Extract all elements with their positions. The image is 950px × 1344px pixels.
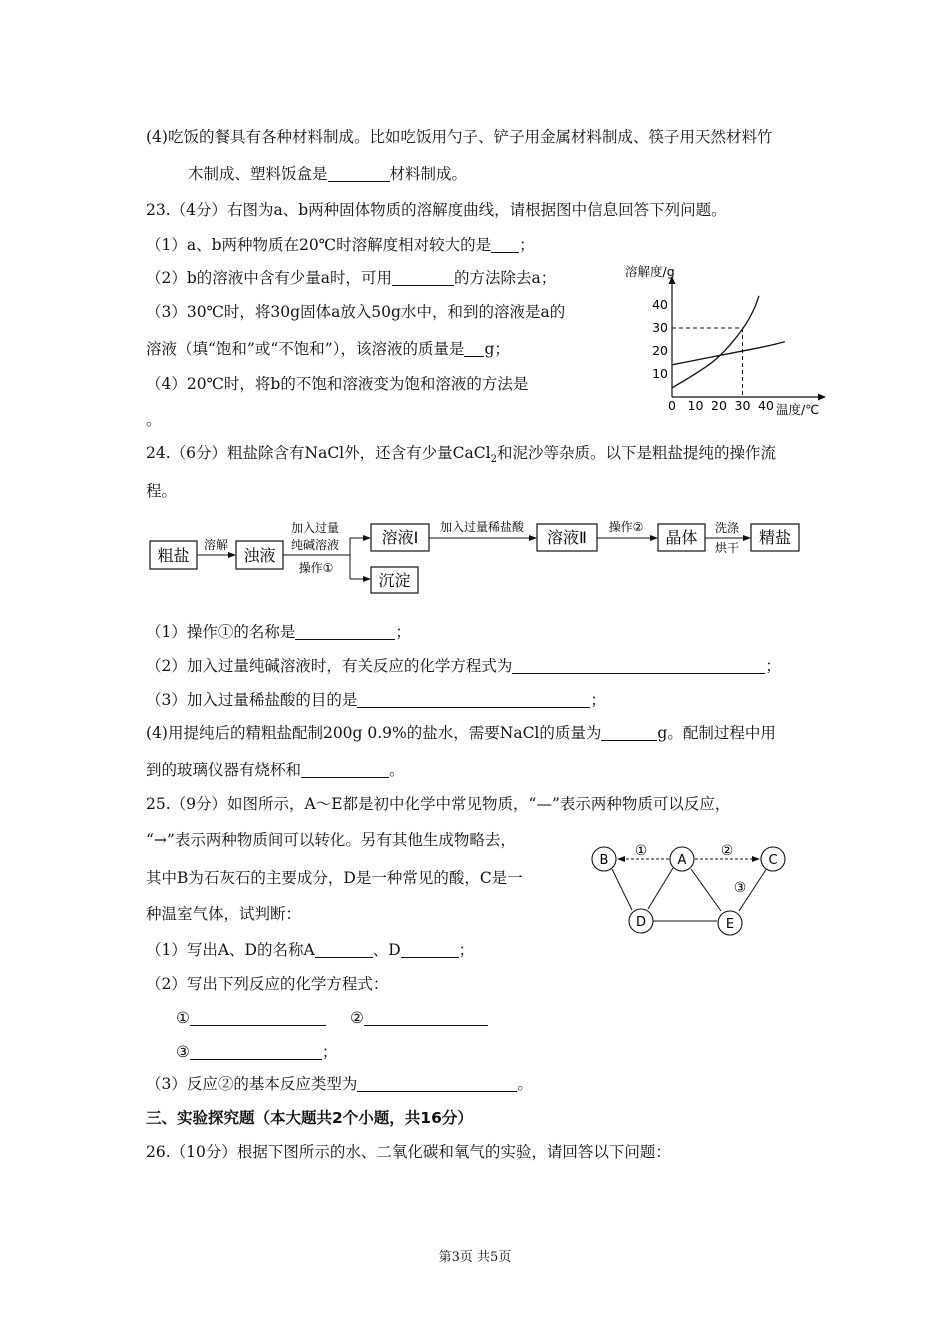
answer-blank[interactable] (357, 691, 590, 708)
svg-text:B: B (599, 853, 609, 868)
q25-p2: （2）写出下列反应的化学方程式： (146, 975, 389, 993)
svg-text:粗盐: 粗盐 (157, 546, 190, 565)
answer-blank[interactable] (512, 657, 765, 674)
svg-text:洗涤: 洗涤 (714, 521, 740, 535)
svg-text:C: C (768, 853, 778, 868)
q25-eq1: ① (176, 1008, 326, 1028)
svg-text:操作①: 操作① (298, 561, 334, 575)
q25-p1: （1）写出A、D的名称A 、D ； (146, 941, 475, 959)
answer-blank[interactable] (315, 941, 373, 958)
answer-blank[interactable] (491, 236, 519, 253)
q24-p2: （2）加入过量纯碱溶液时，有关反应的化学方程式为 ； (146, 657, 781, 675)
svg-text:A: A (677, 853, 687, 868)
x-tick-labels (668, 398, 774, 413)
q26-stem: 26.（10分）根据下图所示的水、二氧化碳和氧气的实验，请回答以下问题： (146, 1143, 671, 1161)
q23-stem: 23.（4分）右图为a、b两种固体物质的溶解度曲线，请根据图中信息回答下列问题。 (146, 201, 727, 219)
x-tick-label: 10 (687, 398, 704, 413)
svg-text:E: E (725, 917, 735, 932)
page-footer: 第3页 共5页 (438, 1250, 512, 1265)
svg-text:沉淀: 沉淀 (378, 571, 411, 590)
x-axis-label: 温度/℃ (776, 402, 820, 417)
q24-p4-line2: 到的玻璃仪器有烧杯和 。 (146, 761, 405, 779)
q24-p4-line1: (4)用提纯后的精粗盐配制200g 0.9%的盐水，需要NaCl的质量为 g。配制过程中用 (146, 724, 776, 742)
q25-p3: （3）反应②的基本反应类型为 。 (146, 1075, 533, 1093)
svg-text:操作②: 操作② (608, 520, 644, 534)
q22-4-line2: 木制成、塑料饭盒是 材料制成。 (188, 165, 468, 183)
solubility-curve-1 (672, 296, 759, 388)
svg-text:溶液Ⅰ: 溶液Ⅰ (381, 528, 419, 547)
section-3-heading: 三、实验探究题（本大题共2个小题，共16分） (146, 1109, 473, 1127)
y-tick-labels (652, 297, 668, 381)
y-axis-label: 溶解度/g (625, 264, 675, 279)
q23-p4-line2: 。 (146, 411, 162, 429)
answer-blank[interactable] (601, 724, 657, 741)
y-tick-label: 10 (652, 366, 668, 381)
answer-blank[interactable] (357, 1075, 517, 1092)
q23-p4-line1: （4）20℃时，将b的不饱和溶液变为饱和溶液的方法是 (146, 375, 529, 393)
y-tick-label: 40 (652, 297, 668, 312)
q24-p1: （1）操作①的名称是 ； (146, 623, 411, 641)
answer-blank[interactable] (190, 1043, 322, 1060)
q24-stem-line2: 程。 (146, 482, 178, 500)
x-tick-label: 0 (668, 398, 676, 413)
answer-blank[interactable] (392, 269, 454, 286)
y-tick-label: 30 (652, 320, 668, 335)
q25-eq2: ② (350, 1008, 488, 1028)
answer-blank[interactable] (364, 1009, 488, 1026)
q23-p3-line1: （3）30℃时，将30g固体a放入50g水中，和到的溶液是a的 (146, 303, 566, 321)
q25-eq3: ③ ； (176, 1043, 338, 1061)
q25-line3: 其中B为石灰石的主要成分，D是一种常见的酸，C是一 (146, 869, 523, 887)
q23-p2: （2）b的溶液中含有少量a时，可用 的方法除去a； (146, 269, 557, 287)
substance-relationship-diagram (585, 838, 800, 943)
answer-blank[interactable] (328, 165, 390, 182)
answer-blank[interactable] (464, 340, 484, 357)
x-tick-label: 40 (758, 398, 774, 413)
svg-text:溶液Ⅱ: 溶液Ⅱ (547, 528, 587, 547)
x-tick-label: 30 (734, 398, 751, 413)
svg-text:加入过量: 加入过量 (290, 521, 340, 535)
reaction-1-label: ① (634, 843, 648, 859)
series-curves (672, 296, 785, 388)
answer-blank[interactable] (190, 1009, 326, 1026)
q25-line4: 种温室气体，试判断： (146, 905, 302, 923)
solubility-curve-2 (672, 342, 785, 365)
y-tick-label: 20 (652, 343, 668, 358)
svg-text:加入过量稀盐酸: 加入过量稀盐酸 (439, 520, 525, 534)
q22-4-line1: (4)吃饭的餐具有各种材料制成。比如吃饭用勺子、铲子用金属材料制成、筷子用天然材料竹 (146, 128, 773, 146)
x-arrow-icon (818, 394, 826, 401)
svg-text:纯碱溶液: 纯碱溶液 (290, 538, 340, 552)
q23-p3-line2: 溶液（填“饱和”或“不饱和”），该溶液的质量是 g； (146, 340, 510, 358)
svg-text:浊液: 浊液 (243, 546, 276, 565)
solubility-chart (620, 262, 835, 422)
reaction-3-label: ③ (733, 880, 747, 896)
answer-blank[interactable] (401, 941, 459, 958)
q24-stem: 24.（6分）粗盐除含有NaCl外，还含有少量CaCl$_2$和泥沙等杂质。以下是粗盐提纯的操作流 (146, 444, 776, 466)
svg-text:晶体: 晶体 (665, 528, 698, 547)
answer-blank[interactable] (301, 761, 389, 778)
answer-blank[interactable] (295, 623, 395, 640)
x-tick-label: 20 (711, 398, 727, 413)
q24-p3: （3）加入过量稀盐酸的目的是 ； (146, 691, 606, 709)
svg-text:烘干: 烘干 (714, 541, 740, 555)
svg-text:溶解: 溶解 (203, 538, 229, 552)
chart-axes (669, 276, 827, 401)
svg-text:D: D (635, 915, 647, 930)
salt-purification-flowchart (140, 512, 810, 600)
q23-p1: （1）a、b两种物质在20℃时溶解度相对较大的是 ； (146, 236, 535, 254)
svg-text:精盐: 精盐 (758, 528, 792, 547)
q25-line2: “→”表示两种物质间可以转化。另有其他生成物略去， (146, 831, 516, 849)
q25-stem: 25.（9分）如图所示，A～E都是初中化学中常见物质，“—”表示两种物质可以反应， (146, 795, 731, 813)
reaction-2-label: ② (720, 843, 734, 859)
